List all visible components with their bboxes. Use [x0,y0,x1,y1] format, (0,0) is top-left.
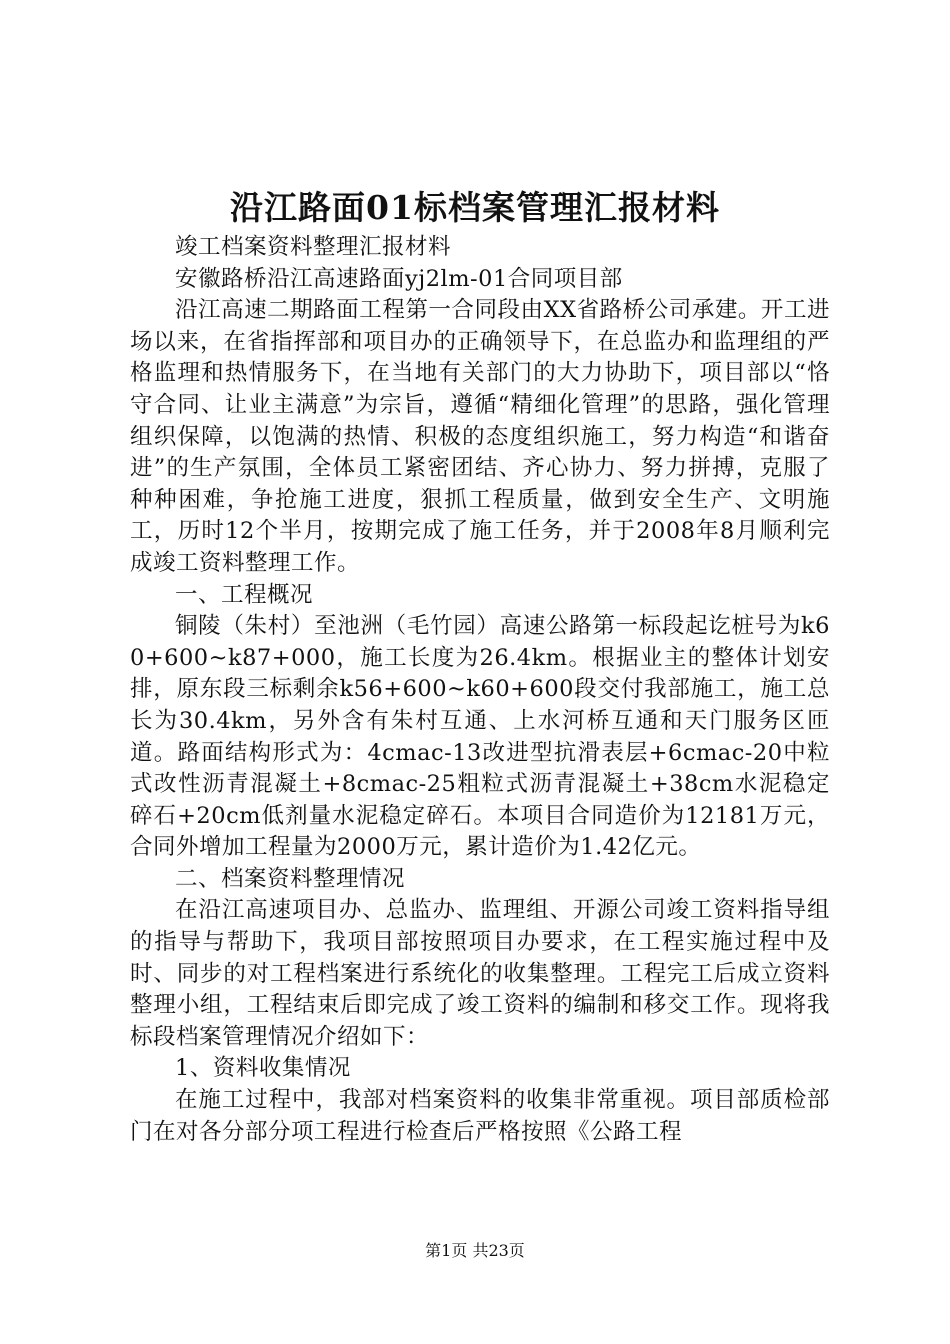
document-body [130,232,830,1148]
section-heading-overview: 一、工程概况 [175,581,314,608]
paragraph-collection: 在施工过程中，我部对档案资料的收集非常重视。项目部质检部门在对各分部分项工程进行检查后严格按照《公路工程 [130,1087,830,1145]
paragraph-subtitle: 竣工档案资料整理汇报材料 [175,234,452,260]
document-title: 沿江路面01标档案管理汇报材料 [230,188,720,227]
paragraph-department: 安徽路桥沿江高速路面yj2lm-01合同项目部 [175,265,623,292]
paragraph-overview: 铜陵（朱村）至池洲（毛竹园）高速公路第一标段起讫桩号为k60+600~k87+000，施工长度为26.4km。根据业主的整体计划安排，原东段三标剩余k56+600~k60+600段交付我部施工，施工总长为30.4km，另外含有朱村互通、上水河桥互通和天门服务区匝道。路面结构形式为：4cmac-13改进型抗滑表层+6cmac-20中粒式改性沥青混凝土+8cmac-25粗粒式沥青混凝土+38cm水泥稳定碎石+20cm低剂量水泥稳定碎石。本项目合同造价为12181万元，合同外增加工程量为2000万元，累计造价为1.42亿元。 [130,613,830,861]
paragraph-intro: 沿江高速二期路面工程第一合同段由XX省路桥公司承建。开工进场以来，在省指挥部和项目办的正确领导下，在总监办和监理组的严格监理和热情服务下，在当地有关部门的大力协助下，项目部以“恪守合同、让业主满意”为宗旨，遵循“精细化管理”的思路，强化管理组织保障，以饱满的热情、积极的态度组织施工，努力构造“和谐奋进”的生产氛围，全体员工紧密团结、齐心协力、努力拼搏，克服了种种困难，争抢施工进度，狠抓工程质量，做到安全生产、文明施工，历时12个半月，按期完成了施工任务，并于2008年8月顺利完成竣工资料整理工作。 [130,297,830,576]
subsection-heading-collection: 1、资料收集情况 [175,1055,351,1082]
section-heading-archive: 二、档案资料整理情况 [175,865,406,892]
paragraph-archive: 在沿江高速项目办、总监办、监理组、开源公司竣工资料指导组的指导与帮助下，我项目部按照项目办要求，在工程实施过程中及时、同步的对工程档案进行系统化的收集整理。工程完工后成立资料整理小组，工程结束后即完成了竣工资料的编制和移交工作。现将我标段档案管理情况介绍如下： [130,897,830,1050]
page-number: 第1页 共23页 [425,1241,525,1260]
